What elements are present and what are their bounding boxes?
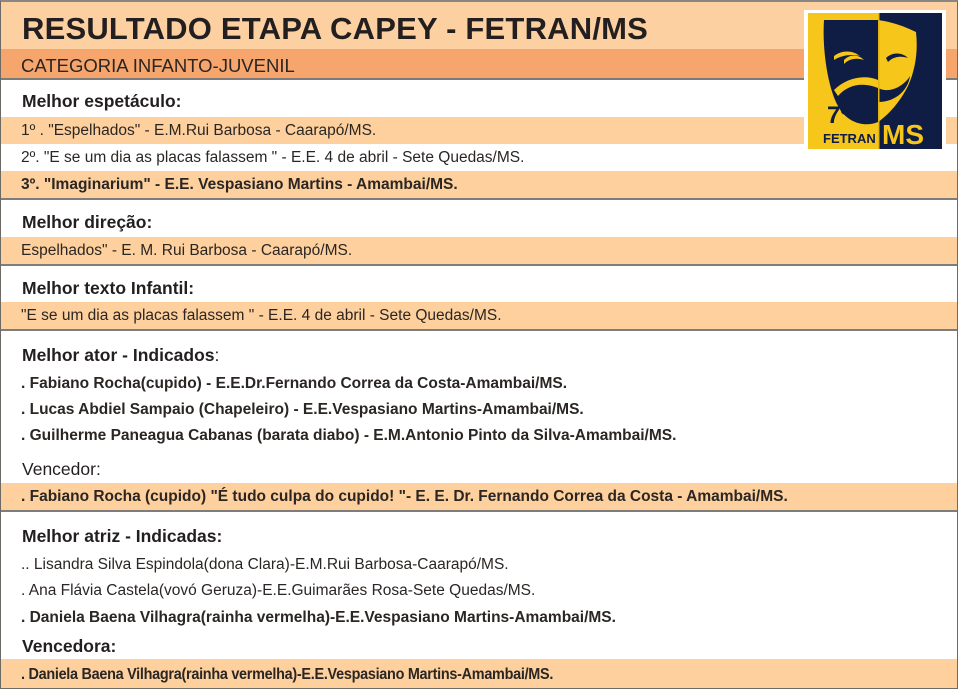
- nominee-item: [1, 551, 957, 578]
- winner-item: [1, 483, 957, 512]
- winner-text: . Fabiano Rocha (cupido) "É tudo culpa do cupido! "- E. E. Dr. Fernando Correa da Costa - Amambai/MS.: [21, 488, 788, 505]
- nominee-text: . Lucas Abdiel Sampaio (Chapeleiro) - E.E.Vespasiano Martins-Amambai/MS.: [21, 401, 584, 418]
- nominee-text: . Daniela Baena Vilhagra(rainha vermelha)-E.E.Vespasiano Martins-Amambai/MS.: [21, 609, 616, 626]
- list-item: [1, 302, 957, 331]
- section-heading-ator: [22, 345, 219, 366]
- list-item-text: Espelhados" - E. M. Rui Barbosa - Caarapó/MS.: [21, 242, 353, 259]
- category-subtitle: CATEGORIA INFANTO-JUVENIL: [21, 55, 295, 76]
- section-heading-direcao: Melhor direção:: [22, 212, 153, 232]
- list-item-text: 1º . "Espelhados" - E.M.Rui Barbosa - Caarapó/MS.: [21, 122, 377, 139]
- nominee-text: . Ana Flávia Castela(vovó Geruza)-E.E.Guimarães Rosa-Sete Quedas/MS.: [21, 582, 536, 599]
- section-heading-texto: Melhor texto Infantil:: [22, 278, 195, 298]
- nominee-text: . Guilherme Paneagua Cabanas (barata diabo) - E.M.Antonio Pinto da Silva-Amambai/MS.: [21, 427, 677, 444]
- section-heading-ator-text: Melhor ator - Indicados: [22, 345, 215, 365]
- section-heading-ator-colon: :: [214, 345, 220, 365]
- nominee-item: [1, 577, 957, 604]
- list-item-text: "E se um dia as placas falassem " - E.E. 4 de abril - Sete Quedas/MS.: [21, 307, 502, 324]
- nominee-item: [1, 604, 957, 631]
- nominee-text: .. Lisandra Silva Espindola(dona Clara)-E.M.Rui Barbosa-Caarapó/MS.: [21, 556, 509, 573]
- nominee-item: [1, 422, 957, 449]
- list-item: [1, 171, 957, 200]
- winner-label-ator: Vencedor:: [22, 459, 101, 479]
- svg-text:MS: MS: [882, 119, 924, 150]
- winner-label-atriz: Vencedora:: [22, 636, 117, 656]
- page-title: RESULTADO ETAPA CAPEY - FETRAN/MS: [22, 11, 649, 46]
- nominee-text: . Fabiano Rocha(cupido) - E.E.Dr.Fernando Correa da Costa-Amambai/MS.: [21, 375, 568, 392]
- winner-item: [1, 659, 957, 689]
- svg-text:FETRAN: FETRAN: [823, 131, 876, 146]
- section-heading-atriz: Melhor atriz - Indicadas:: [22, 526, 223, 546]
- fetran-logo: [804, 10, 946, 153]
- list-item: [1, 237, 957, 266]
- nominee-item: [1, 370, 957, 397]
- section-heading-espetaculo: Melhor espetáculo:: [22, 91, 182, 111]
- theater-masks-icon: [804, 10, 946, 153]
- svg-text:7º: 7º: [827, 102, 850, 129]
- nominee-item: [1, 396, 957, 423]
- list-item-text: 3º. "Imaginarium" - E.E. Vespasiano Martins - Amambai/MS.: [21, 176, 458, 193]
- winner-text: . Daniela Baena Vilhagra(rainha vermelha)-E.E.Vespasiano Martins-Amambai/MS.: [21, 666, 554, 683]
- list-item-text: 2º. "E se um dia as placas falassem " - E.E. 4 de abril - Sete Quedas/MS.: [21, 149, 525, 166]
